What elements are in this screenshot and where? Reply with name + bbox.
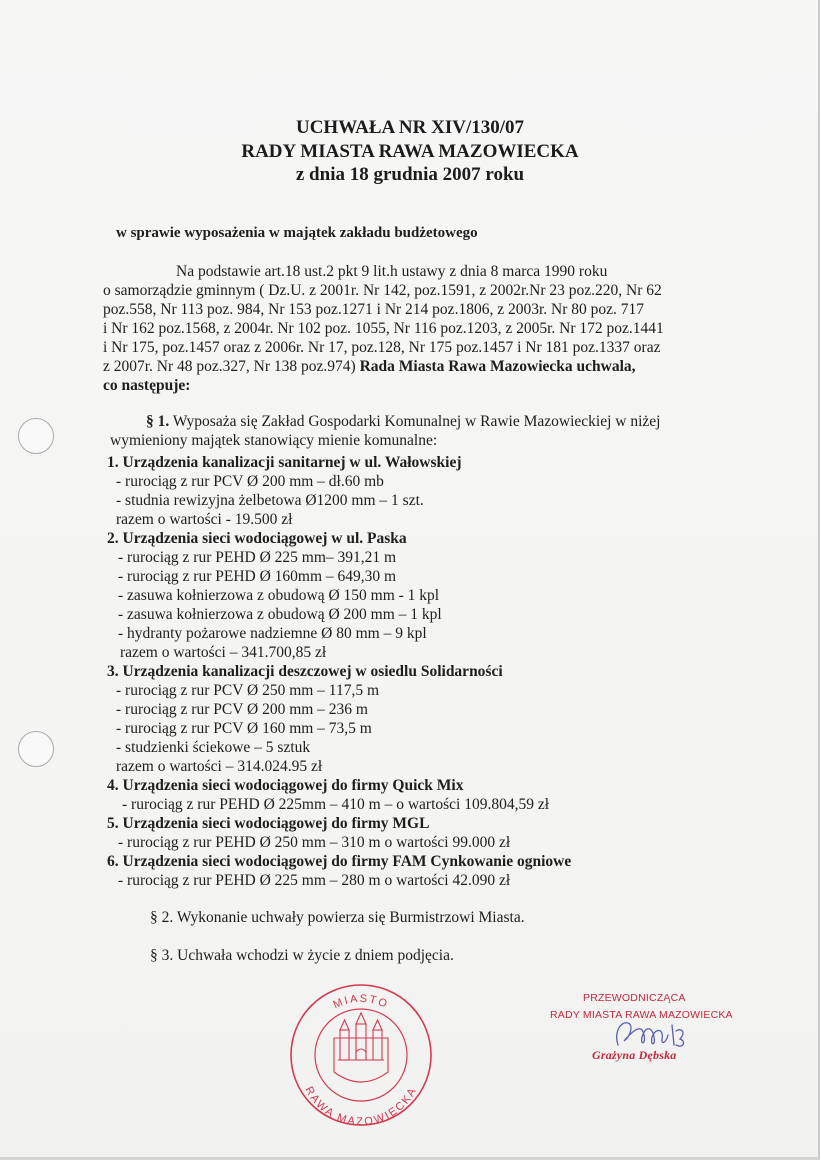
- preamble-line: Na podstawie art.18 ust.2 pkt 9 lit.h ustawy z dnia 8 marca 1990 roku: [176, 263, 608, 280]
- resolution-subject: w sprawie wyposażenia w majątek zakładu budżetowego: [116, 225, 478, 241]
- seal-top-text: MIASTO: [331, 992, 391, 1012]
- preamble-line: co następuje:: [103, 377, 191, 394]
- paragraph-2: [150, 909, 525, 927]
- item-title: 1. Urządzenia kanalizacji sanitarnej w ul. Wałowskiej: [107, 454, 462, 471]
- paragraph-sign: § 1.: [146, 413, 170, 430]
- list-item: - rurociąg z rur PCV Ø 200 mm – dł.60 mb: [116, 473, 384, 490]
- list-item: - rurociąg z rur PCV Ø 250 mm – 117,5 m: [116, 682, 380, 699]
- list-item: - rurociąg z rur PCV Ø 200 mm – 236 m: [116, 701, 368, 718]
- signer-name: Grażyna Dębska: [592, 1048, 677, 1062]
- seal-bottom-text: RAWA MAZOWIECKA: [302, 1084, 420, 1129]
- preamble-line: i Nr 175, poz.1457 oraz z 2006r. Nr 17, poz.128, Nr 175 poz.1457 i Nr 181 poz.1337 oraz: [103, 339, 661, 356]
- preamble-line: [103, 358, 636, 376]
- paragraph-text: Wykonanie uchwały powierza się Burmistrzowi Miasta.: [176, 909, 525, 926]
- preamble-council-resolves: Rada Miasta Rawa Mazowiecka uchwala,: [359, 358, 636, 375]
- list-item: - rurociąg z rur PEHD Ø 250 mm – 310 m o wartości 99.000 zł: [118, 834, 511, 851]
- list-item: - hydranty pożarowe nadziemne Ø 80 mm – 9 kpl: [118, 625, 427, 642]
- paragraph-text: Wyposaża się Zakład Gospodarki Komunalnej w Rawie Mazowieckiej w niżej: [172, 413, 661, 430]
- svg-text:RAWA MAZOWIECKA: [303, 1085, 420, 1128]
- resolution-number: UCHWAŁA NR XIV/130/07: [295, 117, 525, 138]
- item-title: 4. Urządzenia sieci wodociągowej do firmy Quick Mix: [107, 777, 464, 794]
- paragraph-sign: § 2.: [150, 909, 174, 926]
- list-item: - rurociąg z rur PEHD Ø 225mm – 410 m – o wartości 109.804,59 zł: [122, 796, 550, 813]
- list-item: - studzienki ściekowe – 5 sztuk: [116, 739, 311, 756]
- punch-hole-icon: [18, 418, 54, 454]
- item-total: razem o wartości - 19.500 zł: [116, 511, 293, 528]
- preamble-line: poz.558, Nr 113 poz. 984, Nr 153 poz.1271 i Nr 214 poz.1806, z 2003r. Nr 80 poz. 717: [103, 301, 644, 318]
- city-seal-icon: [286, 980, 436, 1130]
- list-item: - rurociąg z rur PEHD Ø 160mm – 649,30 m: [118, 568, 397, 585]
- list-item: - rurociąg z rur PCV Ø 160 mm – 73,5 m: [116, 720, 372, 737]
- list-item: - rurociąg z rur PEHD Ø 225 mm– 391,21 m: [118, 549, 397, 566]
- paragraph-1: [146, 413, 660, 431]
- item-title: 6. Urządzenia sieci wodociągowej do firmy FAM Cynkowanie ogniowe: [107, 853, 572, 870]
- item-title: 3. Urządzenia kanalizacji deszczowej w osiedlu Solidarności: [107, 663, 503, 680]
- item-total: razem o wartości – 314.024.95 zł: [116, 758, 323, 775]
- item-title: 2. Urządzenia sieci wodociągowej w ul. Paska: [107, 530, 407, 547]
- paragraph-text: Uchwała wchodzi w życie z dniem podjęcia.: [177, 947, 454, 964]
- list-item: - zasuwa kołnierzowa z obudową Ø 150 mm - 1 kpl: [118, 587, 440, 604]
- preamble-legal-basis: z 2007r. Nr 48 poz.327, Nr 138 poz.974): [103, 358, 356, 375]
- item-total: razem o wartości – 341.700,85 zł: [120, 644, 327, 661]
- punch-hole-icon: [18, 731, 54, 767]
- list-item: - rurociąg z rur PEHD Ø 225 mm – 280 m o wartości 42.090 zł: [118, 872, 511, 889]
- item-title: 5. Urządzenia sieci wodociągowej do firmy MGL: [107, 815, 430, 832]
- stamp-council: RADY MIASTA RAWA MAZOWIECKA: [550, 1009, 733, 1021]
- stamp-role: PRZEWODNICZĄCA: [583, 992, 686, 1004]
- resolution-date: z dnia 18 grudnia 2007 roku: [295, 164, 525, 185]
- paragraph-1-continued: wymieniony majątek stanowiący mienie komunalne:: [110, 432, 438, 449]
- paragraph-3: [150, 947, 454, 965]
- paragraph-sign: § 3.: [150, 947, 174, 964]
- council-name: RADY MIASTA RAWA MAZOWIECKA: [241, 141, 579, 162]
- preamble-line: i Nr 162 poz.1568, z 2004r. Nr 102 poz. 1055, Nr 116 poz.1203, z 2005r. Nr 172 poz.1441: [103, 320, 664, 337]
- preamble-line: o samorządzie gminnym ( Dz.U. z 2001r. Nr 142, poz.1591, z 2002r.Nr 23 poz.220, Nr 62: [103, 282, 662, 299]
- list-item: - zasuwa kołnierzowa z obudową Ø 200 mm – 1 kpl: [118, 606, 442, 623]
- list-item: - studnia rewizyjna żelbetowa Ø1200 mm – 1 szt.: [116, 492, 424, 509]
